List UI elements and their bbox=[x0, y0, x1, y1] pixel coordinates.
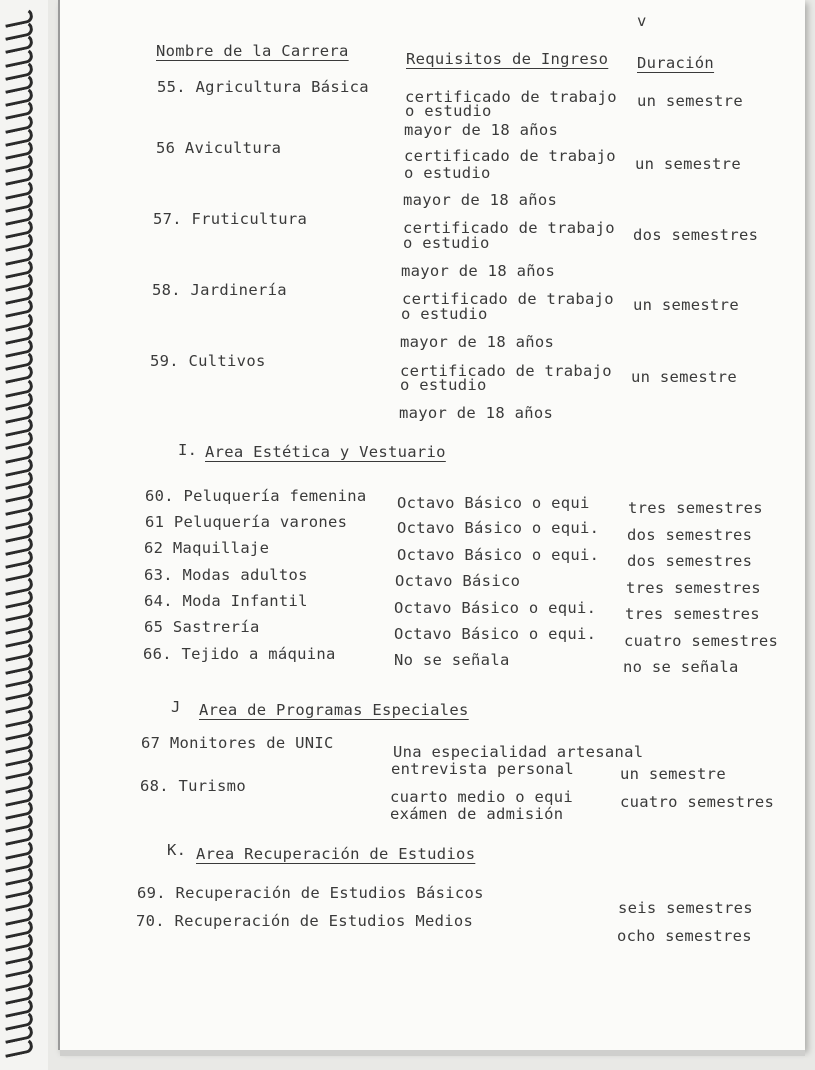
duration: un semestre bbox=[631, 368, 737, 386]
requirement: o estudio bbox=[405, 102, 492, 120]
requirement: No se señala bbox=[394, 651, 510, 669]
section-i-letter: I. bbox=[178, 441, 198, 459]
requirement: o estudio bbox=[401, 305, 488, 323]
duration: dos semestres bbox=[633, 226, 759, 244]
duration: un semestre bbox=[637, 92, 743, 110]
page-edge bbox=[60, 1050, 805, 1056]
requirement: certificado de trabajo bbox=[400, 362, 612, 380]
section-j-letter: J bbox=[171, 698, 181, 716]
spiral-binding bbox=[0, 0, 48, 1070]
requirement: Octavo Básico o equi. bbox=[397, 546, 600, 564]
career-name: 63. Modas adultos bbox=[144, 566, 308, 584]
requirement: Octavo Básico o equi. bbox=[394, 599, 597, 617]
duration: ocho semestres bbox=[617, 927, 752, 945]
requirement: Octavo Básico o equi. bbox=[394, 625, 597, 643]
requirement: Octavo Básico o equi. bbox=[397, 519, 600, 537]
career-name: 56 Avicultura bbox=[156, 139, 282, 157]
requirement: mayor de 18 años bbox=[404, 121, 559, 139]
career-name: 58. Jardinería bbox=[152, 281, 287, 299]
section-k-title: Area Recuperación de Estudios bbox=[196, 845, 476, 863]
header-duration: Duración bbox=[637, 54, 715, 72]
duration: no se señala bbox=[623, 658, 739, 676]
requirement: cuarto medio o equi bbox=[390, 788, 574, 806]
header-career: Nombre de la Carrera bbox=[156, 42, 349, 60]
duration: tres semestres bbox=[626, 579, 761, 597]
duration: un semestre bbox=[633, 296, 739, 314]
requirement: o estudio bbox=[403, 234, 490, 252]
career-name: 65 Sastrería bbox=[144, 618, 260, 636]
duration: un semestre bbox=[635, 155, 741, 173]
page-number: v bbox=[637, 12, 647, 30]
duration: seis semestres bbox=[618, 899, 753, 917]
career-name: 57. Fruticultura bbox=[153, 210, 308, 228]
requirement: exámen de admisión bbox=[390, 805, 564, 823]
requirement: Octavo Básico o equi bbox=[397, 494, 590, 512]
requirement: Octavo Básico bbox=[395, 572, 521, 590]
career-name: 69. Recuperación de Estudios Básicos bbox=[137, 884, 484, 902]
duration: cuatro semestres bbox=[624, 632, 779, 650]
requirement: o estudio bbox=[404, 164, 491, 182]
career-name: 55. Agricultura Básica bbox=[157, 78, 369, 96]
duration: tres semestres bbox=[628, 499, 763, 517]
duration: dos semestres bbox=[627, 526, 753, 544]
duration: un semestre bbox=[620, 765, 726, 783]
duration: cuatro semestres bbox=[620, 793, 775, 811]
career-name: 66. Tejido a máquina bbox=[143, 645, 336, 663]
section-k-letter: K. bbox=[167, 841, 187, 859]
requirement: Una especialidad artesanal bbox=[393, 743, 644, 761]
career-name: 70. Recuperación de Estudios Medios bbox=[136, 912, 474, 930]
requirement: certificado de trabajo bbox=[404, 147, 616, 165]
career-name: 60. Peluquería femenina bbox=[145, 487, 367, 505]
requirement: certificado de trabajo bbox=[403, 219, 615, 237]
career-name: 67 Monitores de UNIC bbox=[141, 734, 334, 752]
requirement: mayor de 18 años bbox=[401, 262, 556, 280]
career-name: 62 Maquillaje bbox=[144, 539, 270, 557]
section-j-title: Area de Programas Especiales bbox=[199, 701, 469, 719]
duration: dos semestres bbox=[627, 552, 753, 570]
career-name: 59. Cultivos bbox=[150, 352, 266, 370]
header-requirements: Requisitos de Ingreso bbox=[406, 50, 609, 68]
requirement: certificado de trabajo bbox=[402, 290, 614, 308]
requirement: o estudio bbox=[400, 376, 487, 394]
career-name: 61 Peluquería varones bbox=[145, 513, 348, 531]
career-name: 64. Moda Infantil bbox=[144, 592, 308, 610]
requirement: entrevista personal bbox=[391, 760, 575, 778]
section-i-title: Area Estética y Vestuario bbox=[205, 443, 446, 461]
requirement: mayor de 18 años bbox=[403, 191, 558, 209]
career-name: 68. Turismo bbox=[140, 777, 246, 795]
requirement: certificado de trabajo bbox=[405, 88, 617, 106]
requirement: mayor de 18 años bbox=[399, 404, 554, 422]
requirement: mayor de 18 años bbox=[400, 333, 555, 351]
duration: tres semestres bbox=[625, 605, 760, 623]
